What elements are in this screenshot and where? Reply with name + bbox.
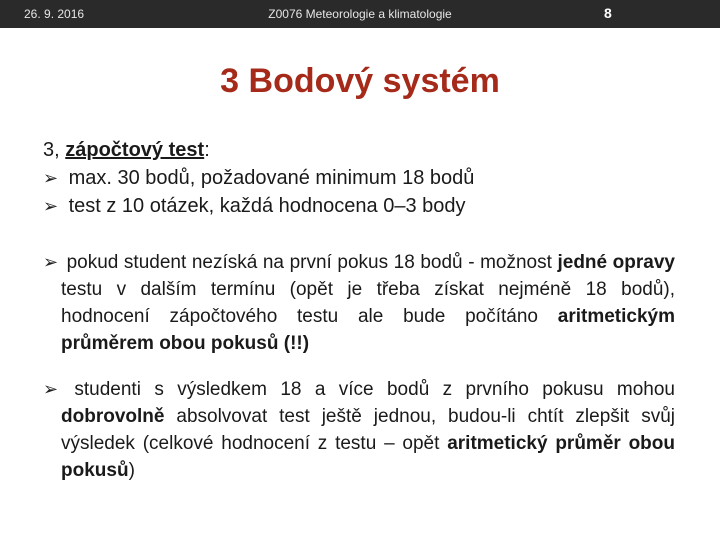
bullet-emphasis: jedné opravy: [557, 252, 675, 273]
spacer: [43, 220, 675, 230]
arrowhead-bullet-icon: ➢: [43, 252, 59, 272]
arrowhead-bullet-icon: ➢: [43, 379, 59, 399]
bullet-text: test z 10 otázek, každá hodnocena 0–3 body: [68, 195, 466, 217]
course-title: Z0076 Meteorologie a klimatologie: [268, 7, 452, 21]
bullet-text: max. 30 bodů, požadované minimum 18 bodů: [68, 167, 475, 189]
slide-date: 26. 9. 2016: [24, 7, 85, 21]
bullet-text: absolvovat test ještě jednou, budou-li chtít zlepšit svůj výsledek (celkové hodnocení z testu – opět: [61, 406, 675, 454]
slide-header-bar: [0, 0, 720, 28]
bullet-item: [43, 376, 675, 484]
page-number: 8: [604, 5, 612, 21]
section-number: 3,: [43, 139, 60, 161]
slide-body: [43, 136, 675, 503]
slide-title: 3 Bodový systém: [220, 62, 500, 100]
arrowhead-bullet-icon: ➢: [43, 196, 59, 216]
bullet-text: ): [128, 460, 135, 481]
bullet-item: [43, 164, 675, 192]
section-label: zápočtový test: [65, 139, 205, 161]
bullet-emphasis: aritmetický průměr obou pokusů: [61, 433, 676, 481]
bullet-text: testu v dalším termínu (opět je třeba získat nejméně: [61, 279, 586, 300]
bullet-item: [43, 192, 675, 220]
bullet-text: 18 bodů: [585, 279, 664, 300]
bullet-text: studenti s výsledkem 18 a více bodů z prvního pokusu mohou: [74, 379, 676, 400]
bullet-emphasis: aritmetickým průměrem obou pokusů (!!): [61, 306, 675, 354]
bullet-item: [43, 249, 675, 357]
bullet-emphasis: dobrovolně: [61, 406, 165, 427]
arrowhead-bullet-icon: ➢: [43, 168, 59, 188]
section-suffix: :: [204, 139, 210, 161]
bullet-text: pokud student nezíská na první pokus 18 bodů - možnost: [66, 252, 558, 273]
bullet-text: ), hodnocení zápočtového testu ale bude počítáno: [61, 279, 676, 327]
section-heading: [43, 136, 675, 164]
